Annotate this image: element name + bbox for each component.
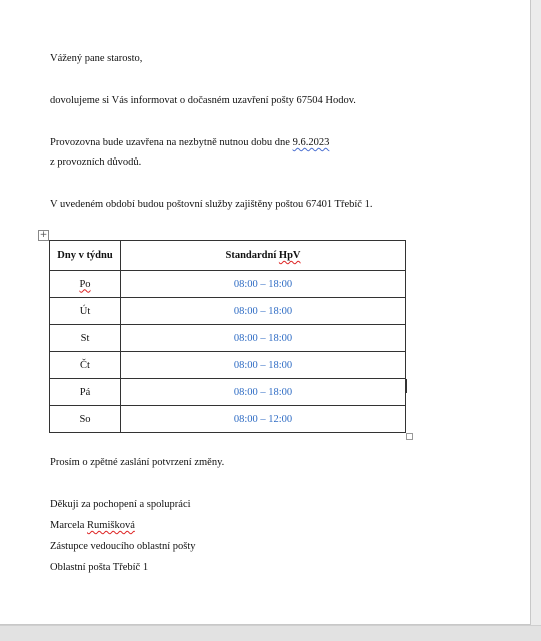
table-row	[50, 406, 406, 433]
hours-cell: 08:00 – 18:00	[121, 325, 406, 352]
header-hours-hpv: HpV	[278, 250, 301, 261]
text-cursor	[405, 379, 407, 393]
header-days: Dny v týdnu	[50, 241, 121, 271]
vertical-scrollbar[interactable]	[531, 0, 541, 640]
paragraph-substitute-office: V uvedeném období budou poštovní služby zajištěny poštou 67401 Třebíč 1.	[50, 199, 373, 210]
signature-name	[50, 519, 135, 533]
table-row	[50, 271, 406, 298]
hours-cell: 08:00 – 18:00	[121, 298, 406, 325]
hours-cell: 08:00 – 18:00	[121, 379, 406, 406]
opening-hours-table	[49, 240, 406, 433]
hours-cell: 08:00 – 18:00	[121, 352, 406, 379]
signature-last: Rumišková	[87, 520, 135, 531]
day-cell	[50, 271, 121, 298]
hours-cell: 08:00 – 18:00	[121, 271, 406, 298]
day-cell: Pá	[50, 379, 121, 406]
header-hours	[121, 241, 406, 271]
paragraph-request: Prosím o zpětné zaslání potvrzení změny.	[50, 457, 225, 468]
day-cell: Út	[50, 298, 121, 325]
move-cross-icon[interactable]: +	[39, 230, 48, 240]
closure-date: 9.6.2023	[292, 137, 330, 148]
table-row	[50, 352, 406, 379]
header-hours-prefix: Standardní	[225, 250, 279, 261]
table-resize-handle[interactable]	[406, 433, 413, 440]
greeting-text: Vážený pane starosto,	[50, 53, 143, 64]
paragraph-closure-notice: dovolujeme si Vás informovat o dočasném uzavření pošty 67504 Hodov.	[50, 95, 356, 106]
paragraph-thanks: Děkuji za pochopení a spolupráci	[50, 499, 191, 510]
paragraph-closure-date	[50, 136, 329, 150]
day-cell: So	[50, 406, 121, 433]
table-row	[50, 298, 406, 325]
signature-first: Marcela	[50, 520, 88, 531]
day-cell: Čt	[50, 352, 121, 379]
day-label: Po	[79, 278, 91, 290]
table-header-row	[50, 241, 406, 271]
hours-cell: 08:00 – 12:00	[121, 406, 406, 433]
table-row	[50, 325, 406, 352]
signature-role: Zástupce vedoucího oblastní pošty	[50, 541, 196, 552]
signature-office: Oblastní pošta Třebíč 1	[50, 562, 149, 573]
paragraph-reason: z provozních důvodů.	[50, 157, 142, 168]
closure-date-prefix: Provozovna bude uzavřena na nezbytně nutnou dobu dne	[50, 137, 293, 148]
status-bar	[0, 625, 541, 641]
day-cell: St	[50, 325, 121, 352]
table-row	[50, 379, 406, 406]
